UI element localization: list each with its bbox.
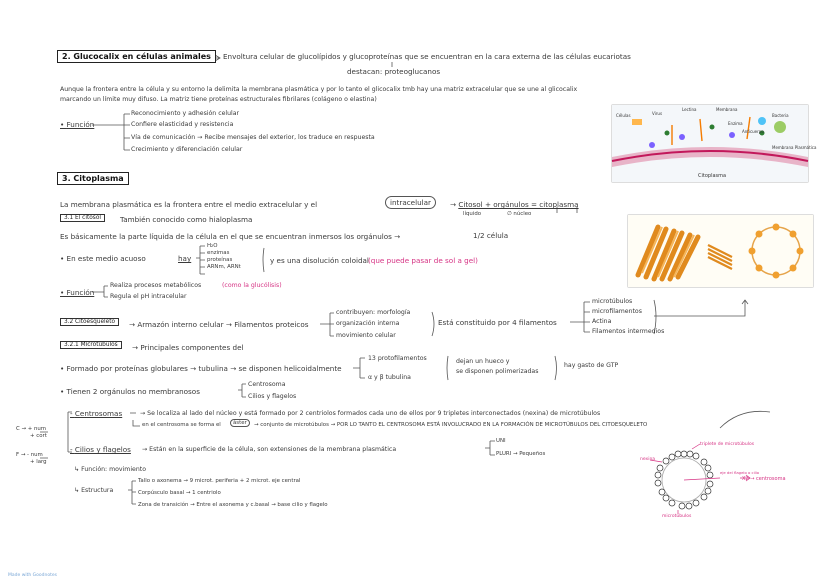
filamento-1: microtúbulos bbox=[592, 298, 633, 305]
principales-text: Principales componentes del bbox=[140, 343, 244, 352]
sol-gel-note: (que puede pasar de sol a gel) bbox=[368, 256, 478, 265]
aster-circle: áster bbox=[230, 419, 250, 427]
cilios-pluri: PLURI → Pequeños bbox=[496, 451, 546, 457]
centrosoma-line-1: → Se localiza al lado del núcleo y está formado por 2 centriolos formados cada uno de ellos por 9 tripletes interconectados (nexina) de microtúbulos bbox=[140, 410, 601, 417]
alfa-beta-tubulina: α y β tubulina bbox=[368, 374, 411, 381]
se-disponen: se disponen polimerizadas bbox=[456, 368, 539, 375]
margin-c: C → + num bbox=[16, 426, 47, 432]
cilios-funcion: ↳ Función: movimiento bbox=[74, 466, 146, 473]
x2-centrosoma: X2 → centrosoma bbox=[742, 476, 786, 482]
formado-line: • Formado por proteínas globulares → tubulina → se disponen helicoidalmente bbox=[60, 364, 342, 373]
centrosoma-line-2a: en el centrosoma se forma el bbox=[142, 422, 221, 428]
dejan-hueco: dejan un hueco y bbox=[456, 358, 510, 365]
citosol-func-2: Regula el pH intracelular bbox=[110, 293, 187, 300]
fig-label-membrana-plasmatica: Membrana Plasmática bbox=[772, 145, 817, 150]
fig-label-anticuerpo: Anticuerpo bbox=[742, 129, 764, 134]
hay-item-3: proteínas bbox=[207, 257, 233, 263]
margin-f: F → - num bbox=[16, 452, 43, 458]
paragraph-line-1: Aunque la frontera entre la célula y su entorno la delimita la membrana plasmática y por lo tanto el glicocalix tmb hay una matriz extracelular que se une al glicocalix bbox=[60, 86, 578, 93]
fig-label-enzima: Enzima bbox=[728, 121, 743, 126]
hay-item-2: enzimas bbox=[207, 250, 230, 256]
cilios-line: → Están en la superficie de la célula, son extensiones de la membrana plasmática bbox=[142, 446, 397, 453]
armazon-line: → Armazón interno celular → Filamentos proteicos bbox=[129, 320, 309, 329]
fig-label-membrana: Membrana bbox=[716, 107, 738, 112]
cito-branch-3: movimiento celular bbox=[336, 332, 396, 339]
medio-acuoso: • En este medio acuoso bbox=[60, 254, 146, 263]
citosol-func-1: Realiza procesos metabólicos bbox=[110, 282, 202, 289]
margin-c2: + cort bbox=[30, 433, 47, 439]
func-item-3: Vía de comunicación → Recibe mensajes del exterior, los traduce en respuesta bbox=[131, 134, 375, 141]
cito-branch-2: organización interna bbox=[336, 320, 400, 327]
section-2-title: 2. Glucocalix en células animales bbox=[57, 50, 216, 63]
hay-item-1: H₂O bbox=[207, 243, 218, 249]
microtubule-figure bbox=[627, 214, 814, 288]
cilios-estructura: ↳ Estructura bbox=[74, 487, 114, 494]
cilios-text: Cilios y flagelos bbox=[74, 445, 131, 454]
nexina-label: nexina bbox=[640, 457, 656, 462]
centrosomas-text: Centrosomas bbox=[74, 409, 123, 418]
constituido-line: Está constituido por 4 filamentos bbox=[438, 318, 557, 327]
func-item-4: Crecimiento y diferenciación celular bbox=[131, 146, 243, 153]
citosol-text: Citosol + orgánulos = citoplasma bbox=[458, 200, 579, 209]
fig-label-virus: Virus bbox=[652, 111, 663, 116]
centrosomas-title: - Centrosomas bbox=[70, 409, 123, 418]
armazon-text: Armazón interno celular → Filamentos proteicos bbox=[137, 320, 309, 329]
fig-label-celulas: Células bbox=[616, 113, 631, 118]
hay-item-4: ARNm, ARNt bbox=[207, 264, 241, 270]
tienen-organulos: • Tienen 2 orgánulos no membranosos bbox=[60, 387, 200, 396]
organulo-1: Centrosoma bbox=[248, 381, 286, 388]
paragraph-line-2: marcando un límite muy difuso. La matriz tiene proteínas estructurales fibrilares (colágeno o elastina) bbox=[60, 96, 377, 103]
filamento-4: Filamentos intermedios bbox=[592, 328, 665, 335]
margin-f2: + larg bbox=[30, 459, 47, 465]
centriole-diagram bbox=[640, 440, 820, 518]
citosol-basic: Es básicamente la parte líquida de la célula en el que se encuentran inmersos los orgánulos → bbox=[60, 232, 401, 241]
liquido-label: líquido bbox=[463, 211, 482, 217]
func-item-1: Reconocimiento y adhesión celular bbox=[131, 110, 240, 117]
funcion-label: • Función bbox=[60, 120, 95, 129]
estructura-2: Corpúsculo basal → 1 centriolo bbox=[138, 490, 221, 496]
section-3-title: 3. Citoplasma bbox=[57, 172, 129, 185]
microtubule-illustration bbox=[628, 215, 813, 287]
gasto-gtp: hay gasto de GTP bbox=[564, 362, 619, 369]
centrosoma-line-1-text: Se localiza al lado del núcleo y está formado por 2 centriolos formados cada uno de ellos por 9 tripletes interconectados (nexina) de microtúbulos bbox=[147, 410, 601, 417]
cilios-line-text: Están en la superficie de la célula, son extensiones de la membrana plasmática bbox=[149, 446, 397, 453]
glucocalix-definition: Envoltura celular de glucolípidos y glucoproteínas que se encuentran en la cara externa de las células eucariotas bbox=[223, 52, 631, 61]
estructura-1: Tallo o axonema → 9 microt. periferia + 2 microt. eje central bbox=[138, 478, 301, 484]
goodnotes-footer: Made with Goodnotes bbox=[8, 573, 58, 578]
citosol-funcion: • Función bbox=[60, 288, 95, 297]
hay-word: hay bbox=[178, 254, 192, 263]
hialoplasma-line: También conocido como hialoplasma bbox=[120, 215, 253, 224]
eje-label: eje del flagelo o cilio bbox=[720, 470, 760, 475]
fig-label-lectina: Lectina bbox=[682, 107, 697, 112]
microtubulos-label: microtúbulos bbox=[662, 514, 692, 519]
triplete-label: triplete de microtúbulos bbox=[700, 442, 755, 447]
citosol-equation: → Citosol + orgánulos = citoplasma bbox=[450, 200, 579, 209]
func-item-2: Confiere elasticidad y resistencia bbox=[131, 121, 234, 128]
funcion-text: Función bbox=[66, 120, 95, 129]
filamento-3: Actina bbox=[592, 318, 612, 325]
intracelular-circle: intracelular bbox=[385, 196, 436, 209]
disolucion-coloidal: y es una disolución coloidal bbox=[270, 256, 369, 265]
protofilamentos: 13 protofilamentos bbox=[368, 355, 427, 362]
citoesqueleto-box: 3.2 Citoesqueleto bbox=[60, 318, 119, 326]
citosol-box: 3.1 El citosol bbox=[60, 214, 105, 222]
fig-label-citoplasma: Citoplasma bbox=[698, 173, 727, 179]
membrane-figure bbox=[611, 104, 817, 183]
cilios-title: - Cilios y flagelos bbox=[70, 445, 131, 454]
principales-line: → Principales componentes del bbox=[132, 343, 244, 352]
citoplasma-line-1: La membrana plasmática es la frontera entre el medio extracelular y el bbox=[60, 200, 318, 209]
estructura-3: Zona de transición → Entre el axonema y c.basal → base cilio y flagelo bbox=[138, 502, 328, 508]
fig-label-bacteria: Bacteria bbox=[772, 113, 789, 118]
half-cell: 1/2 célula bbox=[473, 231, 509, 240]
microtubulos-box: 3.2.1 Microtúbulos bbox=[60, 341, 122, 349]
cilios-uni: UNI bbox=[496, 438, 506, 444]
organulo-2: Cilios y flagelos bbox=[248, 393, 297, 400]
filamento-2: microfilamentos bbox=[592, 308, 642, 315]
centrosoma-line-2b: → conjunto de microtúbulos → POR LO TANTO EL CENTROSOMA ESTÁ INVOLUCRADO EN LA FORMACIÓN DE MICROTÚBULOS DEL CITOESQUELETO bbox=[254, 422, 648, 428]
cito-branch-1: contribuyen: morfología bbox=[336, 309, 411, 316]
glucocalix-destacan: destacan: proteoglucanos bbox=[347, 67, 441, 76]
nucleo-label: ∅ núcleo bbox=[507, 211, 532, 217]
glucolisis-note: (como la glucólisis) bbox=[222, 282, 282, 289]
membrane-illustration bbox=[612, 105, 817, 182]
